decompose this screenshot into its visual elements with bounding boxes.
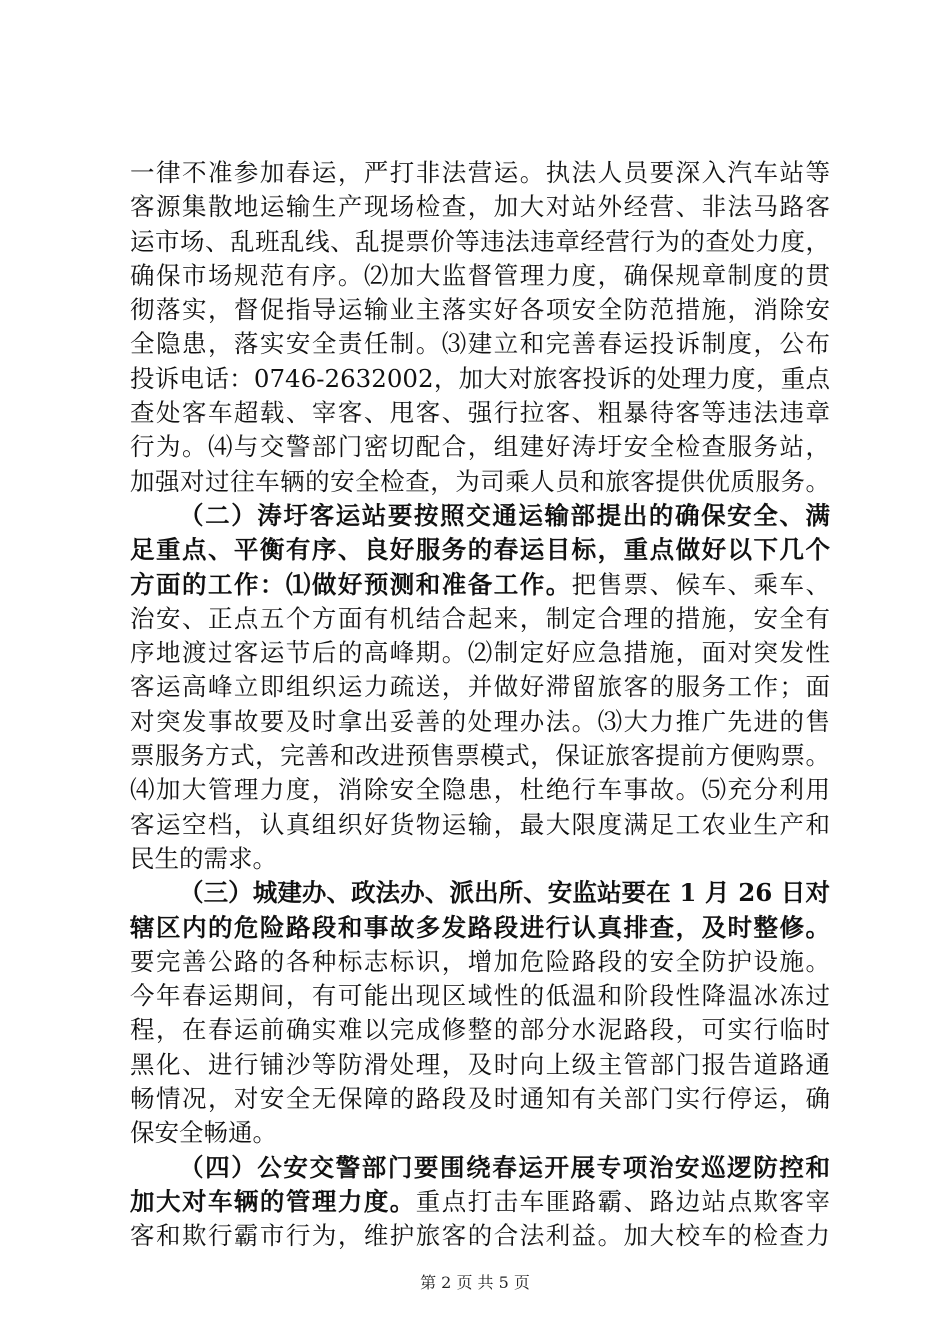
text-line (130, 293, 830, 327)
text-segment: 重点打击车匪路霸、路边站点欺客宰 (415, 1186, 831, 1216)
text-segment: 黑化、进行铺沙等防滑处理，及时向上级主管部门报告道路通 (130, 1049, 830, 1079)
text-line (130, 636, 830, 670)
text-segment: 保安全畅通。 (130, 1118, 277, 1148)
text-segment: （四）公安交警部门要围绕春运开展专项治安巡逻防控和 (179, 1152, 830, 1182)
text-segment: （二）涛圩客运站要按照交通运输部提出的确保安全、满 (179, 500, 830, 530)
text-segment: 辖区内的危险路段和事故多发路段进行认真排查，及时整修。 (130, 912, 830, 942)
text-segment: （三）城建办、政法办、派出所、安监站要在 1 月 26 日对 (179, 878, 830, 908)
text-segment: 确保市场规范有序。⑵加大监督管理力度，确保规章制度的贯 (130, 260, 830, 290)
text-segment: 足重点、平衡有序、良好服务的春运目标，重点做好以下几个 (130, 535, 830, 565)
text-line (130, 1013, 830, 1047)
text-line (130, 1082, 830, 1116)
text-line (130, 327, 830, 361)
text-line (130, 945, 830, 979)
text-line (130, 773, 830, 807)
text-line (130, 465, 830, 499)
text-segment: ⑷加大管理力度，消除安全隐患，杜绝行车事故。⑸充分利用 (130, 775, 830, 805)
text-segment: 序地渡过客运节后的高峰期。⑵制定好应急措施，面对突发性 (130, 638, 830, 668)
bold-text-segment: 方面的工作：⑴做好预测和准备工作。 (130, 569, 572, 599)
text-segment: 票服务方式，完善和改进预售票模式，保证旅客提前方便购票。 (130, 741, 830, 771)
text-segment: 查处客车超载、宰客、甩客、强行拉客、粗暴待客等违法违章 (130, 398, 830, 428)
text-line (130, 396, 830, 430)
text-segment: 投诉电话：0746-2632002，加大对旅客投诉的处理力度，重点 (130, 363, 830, 393)
text-line (130, 362, 830, 396)
text-line (130, 876, 830, 910)
text-line (130, 602, 830, 636)
text-segment: 今年春运期间，有可能出现区域性的低温和阶段性降温冰冻过 (130, 981, 830, 1011)
text-line (130, 1116, 830, 1150)
text-line (130, 808, 830, 842)
text-line (130, 842, 830, 876)
text-line (130, 190, 830, 224)
text-line (130, 1151, 830, 1185)
text-segment: 客和欺行霸市行为，维护旅客的合法利益。加大校车的检查力 (130, 1221, 830, 1251)
text-line (130, 225, 830, 259)
text-line (130, 670, 830, 704)
text-segment: 加强对过往车辆的安全检查，为司乘人员和旅客提供优质服务。 (130, 466, 830, 496)
text-line (130, 568, 830, 602)
text-segment: 民生的需求。 (130, 843, 277, 873)
text-line (130, 739, 830, 773)
text-segment: 对突发事故要及时拿出妥善的处理办法。⑶大力推广先进的售 (130, 706, 830, 736)
bold-text-segment: 加大对车辆的管理力度。 (130, 1186, 416, 1216)
text-line (130, 911, 830, 945)
text-segment: 畅情况，对安全无保障的路段及时通知有关部门实行停运，确 (130, 1084, 830, 1114)
text-line (130, 430, 830, 464)
document-body (130, 156, 830, 1254)
text-segment: 把售票、候车、乘车、 (571, 569, 830, 599)
text-line (130, 499, 830, 533)
text-segment: 客运高峰立即组织运力疏送，并做好滞留旅客的服务工作；面 (130, 672, 830, 702)
text-line (130, 1219, 830, 1253)
text-line (130, 1048, 830, 1082)
text-segment: 彻落实，督促指导运输业主落实好各项安全防范措施，消除安 (130, 295, 830, 325)
text-segment: 治安、正点五个方面有机结合起来，制定合理的措施，安全有 (130, 603, 830, 633)
text-segment: 一律不准参加春运，严打非法营运。执法人员要深入汽车站等 (130, 158, 830, 187)
text-segment: 行为。⑷与交警部门密切配合，组建好涛圩安全检查服务站， (130, 432, 830, 462)
page-footer: 第 2 页 共 5 页 (420, 1273, 530, 1292)
text-line (130, 1185, 830, 1219)
text-line (130, 156, 830, 190)
text-segment: 全隐患，落实安全责任制。⑶建立和完善春运投诉制度，公布 (130, 329, 830, 359)
text-segment: 客源集散地运输生产现场检查，加大对站外经营、非法马路客 (130, 192, 830, 222)
text-line (130, 533, 830, 567)
text-segment: 客运空档，认真组织好货物运输，最大限度满足工农业生产和 (130, 809, 830, 839)
text-line (130, 979, 830, 1013)
text-line (130, 705, 830, 739)
text-segment: 运市场、乱班乱线、乱提票价等违法违章经营行为的查处力度， (130, 226, 830, 256)
text-segment: 要完善公路的各种标志标识，增加危险路段的安全防护设施。 (130, 946, 830, 976)
text-segment: 程，在春运前确实难以完成修整的部分水泥路段，可实行临时 (130, 1015, 830, 1045)
text-line (130, 259, 830, 293)
